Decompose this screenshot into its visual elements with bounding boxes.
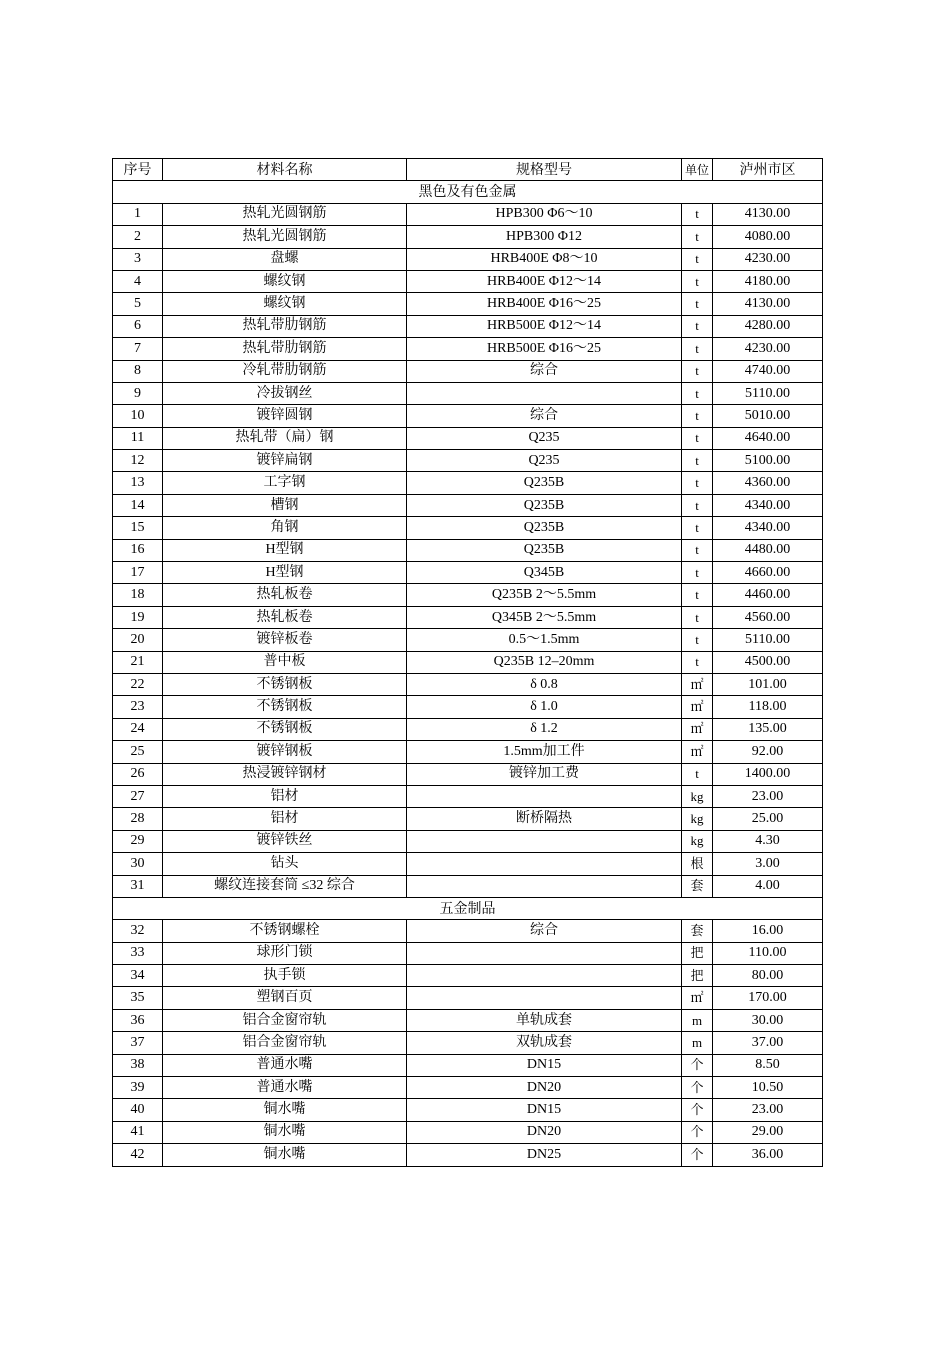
cell-price: 4660.00 <box>713 562 823 584</box>
table-row <box>113 226 823 248</box>
cell-unit: t <box>682 382 713 404</box>
cell-no: 16 <box>113 539 163 561</box>
cell-price: 4180.00 <box>713 270 823 292</box>
table-row <box>113 1009 823 1031</box>
cell-no: 15 <box>113 517 163 539</box>
cell-unit: t <box>682 293 713 315</box>
cell-name: 角钢 <box>163 517 407 539</box>
table-row <box>113 405 823 427</box>
cell-spec: Q345B <box>407 562 682 584</box>
cell-price: 5010.00 <box>713 405 823 427</box>
cell-name: 热浸镀锌钢材 <box>163 763 407 785</box>
cell-spec <box>407 382 682 404</box>
cell-no: 39 <box>113 1077 163 1099</box>
cell-price: 4360.00 <box>713 472 823 494</box>
cell-name: 镀锌圆钢 <box>163 405 407 427</box>
cell-spec <box>407 987 682 1009</box>
table-row <box>113 517 823 539</box>
cell-no: 27 <box>113 785 163 807</box>
table-row <box>113 785 823 807</box>
cell-price: 4130.00 <box>713 203 823 225</box>
section-title: 黑色及有色金属 <box>113 181 823 203</box>
cell-unit: t <box>682 315 713 337</box>
table-row <box>113 315 823 337</box>
cell-name: 镀锌板卷 <box>163 629 407 651</box>
cell-spec: 断桥隔热 <box>407 808 682 830</box>
cell-spec: Q235B <box>407 494 682 516</box>
cell-name: 热轧板卷 <box>163 584 407 606</box>
table-row <box>113 203 823 225</box>
cell-spec: HRB500E Φ16～25 <box>407 338 682 360</box>
cell-price: 4080.00 <box>713 226 823 248</box>
cell-name: 热轧板卷 <box>163 606 407 628</box>
cell-name: 铝材 <box>163 785 407 807</box>
table-row <box>113 696 823 718</box>
cell-no: 8 <box>113 360 163 382</box>
cell-name: 执手锁 <box>163 965 407 987</box>
cell-no: 25 <box>113 741 163 763</box>
cell-unit: ㎡ <box>682 718 713 740</box>
cell-price: 4.00 <box>713 875 823 897</box>
cell-price: 4230.00 <box>713 338 823 360</box>
cell-price: 118.00 <box>713 696 823 718</box>
table-row <box>113 875 823 897</box>
cell-unit: 个 <box>682 1121 713 1143</box>
cell-no: 31 <box>113 875 163 897</box>
cell-price: 30.00 <box>713 1009 823 1031</box>
cell-name: 普通水嘴 <box>163 1077 407 1099</box>
cell-spec: δ 1.0 <box>407 696 682 718</box>
cell-spec <box>407 785 682 807</box>
table-row <box>113 942 823 964</box>
header-row <box>113 159 823 181</box>
cell-spec: Q235B 2～5.5mm <box>407 584 682 606</box>
table-row <box>113 427 823 449</box>
cell-unit: t <box>682 517 713 539</box>
cell-price: 5110.00 <box>713 382 823 404</box>
cell-spec <box>407 875 682 897</box>
cell-name: 螺纹连接套筒 ≤32 综合 <box>163 875 407 897</box>
cell-price: 23.00 <box>713 1099 823 1121</box>
cell-price: 5100.00 <box>713 450 823 472</box>
cell-name: 不锈钢板 <box>163 673 407 695</box>
cell-unit: kg <box>682 830 713 852</box>
cell-spec: Q235B <box>407 539 682 561</box>
cell-name: 铜水嘴 <box>163 1099 407 1121</box>
cell-spec: HRB400E Φ16～25 <box>407 293 682 315</box>
table-row <box>113 987 823 1009</box>
cell-price: 135.00 <box>713 718 823 740</box>
table-row <box>113 718 823 740</box>
header-no: 序号 <box>113 159 163 181</box>
cell-price: 8.50 <box>713 1054 823 1076</box>
cell-name: 不锈钢板 <box>163 696 407 718</box>
cell-price: 170.00 <box>713 987 823 1009</box>
cell-name: 热轧带肋钢筋 <box>163 338 407 360</box>
cell-price: 4460.00 <box>713 584 823 606</box>
cell-unit: t <box>682 405 713 427</box>
cell-name: 球形门锁 <box>163 942 407 964</box>
cell-unit: t <box>682 651 713 673</box>
cell-no: 26 <box>113 763 163 785</box>
cell-price: 29.00 <box>713 1121 823 1143</box>
cell-no: 20 <box>113 629 163 651</box>
cell-unit: t <box>682 606 713 628</box>
cell-no: 42 <box>113 1144 163 1166</box>
cell-price: 4560.00 <box>713 606 823 628</box>
cell-name: 钻头 <box>163 853 407 875</box>
section-row <box>113 897 823 919</box>
price-table <box>112 158 823 1167</box>
cell-spec: Q235B <box>407 472 682 494</box>
cell-spec: 镀锌加工费 <box>407 763 682 785</box>
table-row <box>113 606 823 628</box>
cell-price: 110.00 <box>713 942 823 964</box>
cell-name: 盘螺 <box>163 248 407 270</box>
cell-name: H型钢 <box>163 562 407 584</box>
cell-no: 7 <box>113 338 163 360</box>
cell-no: 36 <box>113 1009 163 1031</box>
cell-unit: t <box>682 360 713 382</box>
cell-no: 2 <box>113 226 163 248</box>
table-row <box>113 248 823 270</box>
cell-unit: 个 <box>682 1144 713 1166</box>
table-row <box>113 673 823 695</box>
cell-no: 18 <box>113 584 163 606</box>
table-row <box>113 1144 823 1166</box>
cell-no: 4 <box>113 270 163 292</box>
table-row <box>113 1054 823 1076</box>
header-name: 材料名称 <box>163 159 407 181</box>
cell-price: 4230.00 <box>713 248 823 270</box>
table-row <box>113 763 823 785</box>
cell-spec: 综合 <box>407 405 682 427</box>
cell-unit: t <box>682 629 713 651</box>
cell-no: 21 <box>113 651 163 673</box>
table-row <box>113 853 823 875</box>
cell-spec: 单轨成套 <box>407 1009 682 1031</box>
cell-name: 铝合金窗帘轨 <box>163 1009 407 1031</box>
cell-unit: m <box>682 1032 713 1054</box>
cell-name: 镀锌扁钢 <box>163 450 407 472</box>
cell-name: 不锈钢板 <box>163 718 407 740</box>
cell-price: 25.00 <box>713 808 823 830</box>
cell-no: 41 <box>113 1121 163 1143</box>
cell-name: 槽钢 <box>163 494 407 516</box>
cell-name: 热轧光圆钢筋 <box>163 203 407 225</box>
cell-spec: δ 1.2 <box>407 718 682 740</box>
cell-spec: HPB300 Φ6～10 <box>407 203 682 225</box>
table-row <box>113 494 823 516</box>
table-row <box>113 270 823 292</box>
cell-spec: HRB400E Φ8～10 <box>407 248 682 270</box>
cell-no: 3 <box>113 248 163 270</box>
cell-no: 24 <box>113 718 163 740</box>
cell-spec: HRB500E Φ12～14 <box>407 315 682 337</box>
table-row <box>113 1032 823 1054</box>
cell-spec: δ 0.8 <box>407 673 682 695</box>
cell-no: 17 <box>113 562 163 584</box>
cell-price: 3.00 <box>713 853 823 875</box>
cell-unit: kg <box>682 785 713 807</box>
table-row <box>113 830 823 852</box>
cell-name: 铝材 <box>163 808 407 830</box>
cell-no: 6 <box>113 315 163 337</box>
cell-no: 28 <box>113 808 163 830</box>
header-unit: 单位 <box>682 159 713 181</box>
cell-no: 13 <box>113 472 163 494</box>
cell-unit: 个 <box>682 1054 713 1076</box>
cell-name: 冷轧带肋钢筋 <box>163 360 407 382</box>
cell-name: H型钢 <box>163 539 407 561</box>
cell-unit: t <box>682 763 713 785</box>
cell-price: 5110.00 <box>713 629 823 651</box>
cell-no: 14 <box>113 494 163 516</box>
cell-spec: 综合 <box>407 360 682 382</box>
cell-spec: HPB300 Φ12 <box>407 226 682 248</box>
header-spec: 规格型号 <box>407 159 682 181</box>
cell-price: 4640.00 <box>713 427 823 449</box>
section-row <box>113 181 823 203</box>
cell-price: 4280.00 <box>713 315 823 337</box>
table-row <box>113 629 823 651</box>
cell-no: 37 <box>113 1032 163 1054</box>
table-row <box>113 562 823 584</box>
cell-no: 11 <box>113 427 163 449</box>
table-row <box>113 808 823 830</box>
cell-no: 30 <box>113 853 163 875</box>
cell-spec: Q235B <box>407 517 682 539</box>
cell-no: 23 <box>113 696 163 718</box>
cell-name: 普通水嘴 <box>163 1054 407 1076</box>
cell-unit: 把 <box>682 942 713 964</box>
table-row <box>113 293 823 315</box>
cell-price: 23.00 <box>713 785 823 807</box>
cell-unit: ㎡ <box>682 741 713 763</box>
table-row <box>113 965 823 987</box>
cell-unit: t <box>682 562 713 584</box>
cell-unit: ㎡ <box>682 987 713 1009</box>
cell-price: 4340.00 <box>713 494 823 516</box>
table-row <box>113 472 823 494</box>
cell-unit: t <box>682 450 713 472</box>
cell-price: 1400.00 <box>713 763 823 785</box>
cell-spec: HRB400E Φ12～14 <box>407 270 682 292</box>
cell-no: 19 <box>113 606 163 628</box>
cell-price: 4.30 <box>713 830 823 852</box>
cell-spec: DN20 <box>407 1077 682 1099</box>
cell-no: 10 <box>113 405 163 427</box>
cell-unit: t <box>682 472 713 494</box>
table-row <box>113 1099 823 1121</box>
cell-no: 1 <box>113 203 163 225</box>
cell-name: 镀锌铁丝 <box>163 830 407 852</box>
cell-name: 螺纹钢 <box>163 270 407 292</box>
cell-no: 35 <box>113 987 163 1009</box>
cell-unit: t <box>682 539 713 561</box>
cell-unit: m <box>682 1009 713 1031</box>
cell-unit: t <box>682 494 713 516</box>
cell-no: 9 <box>113 382 163 404</box>
cell-price: 4500.00 <box>713 651 823 673</box>
table-row <box>113 741 823 763</box>
cell-name: 不锈钢螺栓 <box>163 920 407 942</box>
cell-no: 32 <box>113 920 163 942</box>
cell-unit: ㎡ <box>682 696 713 718</box>
cell-unit: 个 <box>682 1099 713 1121</box>
cell-price: 16.00 <box>713 920 823 942</box>
cell-name: 冷拔钢丝 <box>163 382 407 404</box>
cell-name: 热轧带（扁）钢 <box>163 427 407 449</box>
cell-unit: 套 <box>682 875 713 897</box>
cell-no: 38 <box>113 1054 163 1076</box>
cell-spec: DN20 <box>407 1121 682 1143</box>
cell-name: 塑钢百页 <box>163 987 407 1009</box>
cell-unit: 把 <box>682 965 713 987</box>
table-row <box>113 539 823 561</box>
cell-spec: 0.5～1.5mm <box>407 629 682 651</box>
table-row <box>113 920 823 942</box>
cell-no: 34 <box>113 965 163 987</box>
cell-unit: 根 <box>682 853 713 875</box>
cell-spec: Q345B 2～5.5mm <box>407 606 682 628</box>
cell-price: 4340.00 <box>713 517 823 539</box>
cell-price: 92.00 <box>713 741 823 763</box>
header-price: 泸州市区 <box>713 159 823 181</box>
cell-unit: t <box>682 338 713 360</box>
cell-price: 10.50 <box>713 1077 823 1099</box>
cell-unit: ㎡ <box>682 673 713 695</box>
cell-spec: 双轨成套 <box>407 1032 682 1054</box>
cell-name: 普中板 <box>163 651 407 673</box>
cell-spec: DN15 <box>407 1099 682 1121</box>
cell-spec <box>407 965 682 987</box>
cell-name: 工字钢 <box>163 472 407 494</box>
section-title: 五金制品 <box>113 897 823 919</box>
cell-price: 4130.00 <box>713 293 823 315</box>
cell-unit: t <box>682 427 713 449</box>
cell-price: 4740.00 <box>713 360 823 382</box>
cell-spec <box>407 830 682 852</box>
cell-name: 铝合金窗帘轨 <box>163 1032 407 1054</box>
cell-spec <box>407 853 682 875</box>
table-row <box>113 1121 823 1143</box>
table-row <box>113 382 823 404</box>
cell-no: 22 <box>113 673 163 695</box>
cell-unit: kg <box>682 808 713 830</box>
cell-price: 101.00 <box>713 673 823 695</box>
table-row <box>113 360 823 382</box>
cell-price: 37.00 <box>713 1032 823 1054</box>
cell-price: 36.00 <box>713 1144 823 1166</box>
cell-no: 40 <box>113 1099 163 1121</box>
cell-spec: 综合 <box>407 920 682 942</box>
cell-name: 铜水嘴 <box>163 1121 407 1143</box>
table-row <box>113 584 823 606</box>
cell-unit: 套 <box>682 920 713 942</box>
cell-price: 80.00 <box>713 965 823 987</box>
cell-unit: t <box>682 270 713 292</box>
cell-spec: DN25 <box>407 1144 682 1166</box>
cell-price: 4480.00 <box>713 539 823 561</box>
cell-spec <box>407 942 682 964</box>
table-row <box>113 338 823 360</box>
cell-name: 热轧带肋钢筋 <box>163 315 407 337</box>
cell-unit: 个 <box>682 1077 713 1099</box>
table-row <box>113 1077 823 1099</box>
cell-no: 5 <box>113 293 163 315</box>
cell-name: 螺纹钢 <box>163 293 407 315</box>
cell-unit: t <box>682 226 713 248</box>
cell-unit: t <box>682 203 713 225</box>
table-body <box>113 181 823 1166</box>
table-row <box>113 450 823 472</box>
cell-unit: t <box>682 248 713 270</box>
cell-no: 33 <box>113 942 163 964</box>
cell-spec: Q235B 12–20mm <box>407 651 682 673</box>
cell-spec: 1.5mm加工件 <box>407 741 682 763</box>
cell-spec: Q235 <box>407 450 682 472</box>
cell-name: 热轧光圆钢筋 <box>163 226 407 248</box>
cell-spec: DN15 <box>407 1054 682 1076</box>
cell-no: 12 <box>113 450 163 472</box>
cell-unit: t <box>682 584 713 606</box>
cell-no: 29 <box>113 830 163 852</box>
cell-spec: Q235 <box>407 427 682 449</box>
table-row <box>113 651 823 673</box>
cell-name: 镀锌钢板 <box>163 741 407 763</box>
cell-name: 铜水嘴 <box>163 1144 407 1166</box>
